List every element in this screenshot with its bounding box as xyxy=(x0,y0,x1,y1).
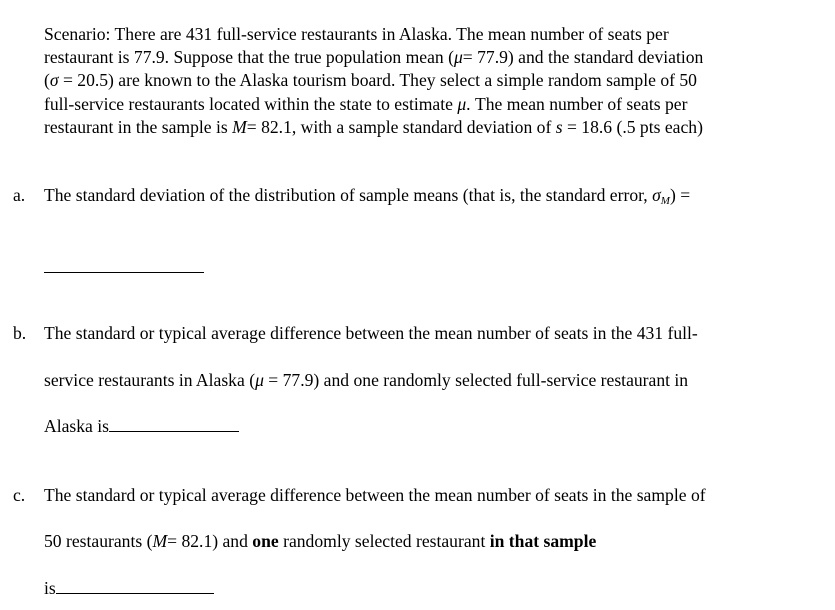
question-a-text: The standard deviation of the distribution of sample means (that is, the standard error, $\sigma_M$) = xyxy=(44,185,691,207)
question-b-line-1: The standard or typical average difference between the mean number of seats in the 431 full- xyxy=(44,323,698,343)
scenario-line-2: restaurant is 77.9. Suppose that the true population mean (μ= 77.9) and the standard deviation xyxy=(44,47,704,68)
scenario-paragraph xyxy=(44,23,824,139)
answer-b-blank[interactable] xyxy=(109,415,239,432)
question-c-line-3: is xyxy=(44,577,214,599)
question-b-line-2: service restaurants in Alaska (μ = 77.9) and one randomly selected full-service restaurant in xyxy=(44,370,689,390)
question-c-line-1: The standard or typical average difference between the mean number of seats in the sample of xyxy=(44,485,706,505)
scenario-line-3: (σ = 20.5) are known to the Alaska tourism board. They select a simple random sample of 50 xyxy=(44,70,697,91)
question-b-letter: b. xyxy=(13,323,27,343)
question-c-letter: c. xyxy=(13,485,26,505)
scenario-line-4: full-service restaurants located within the state to estimate μ. The mean number of seats per xyxy=(44,93,688,114)
question-c-line-2: 50 restaurants (M= 82.1) and one randomly selected restaurant in that sample xyxy=(44,531,597,551)
answer-c-blank[interactable] xyxy=(56,577,214,594)
answer-a-blank[interactable] xyxy=(44,272,204,273)
scenario-line-5: restaurant in the sample is M= 82.1, with a sample standard deviation of s = 18.6 (.5 pts each) xyxy=(44,116,703,137)
question-b-line-3: Alaska is xyxy=(44,415,239,437)
scenario-line-1: Scenario: There are 431 full-service restaurants in Alaska. The mean number of seats per xyxy=(44,24,669,44)
question-a-letter: a. xyxy=(13,185,26,205)
